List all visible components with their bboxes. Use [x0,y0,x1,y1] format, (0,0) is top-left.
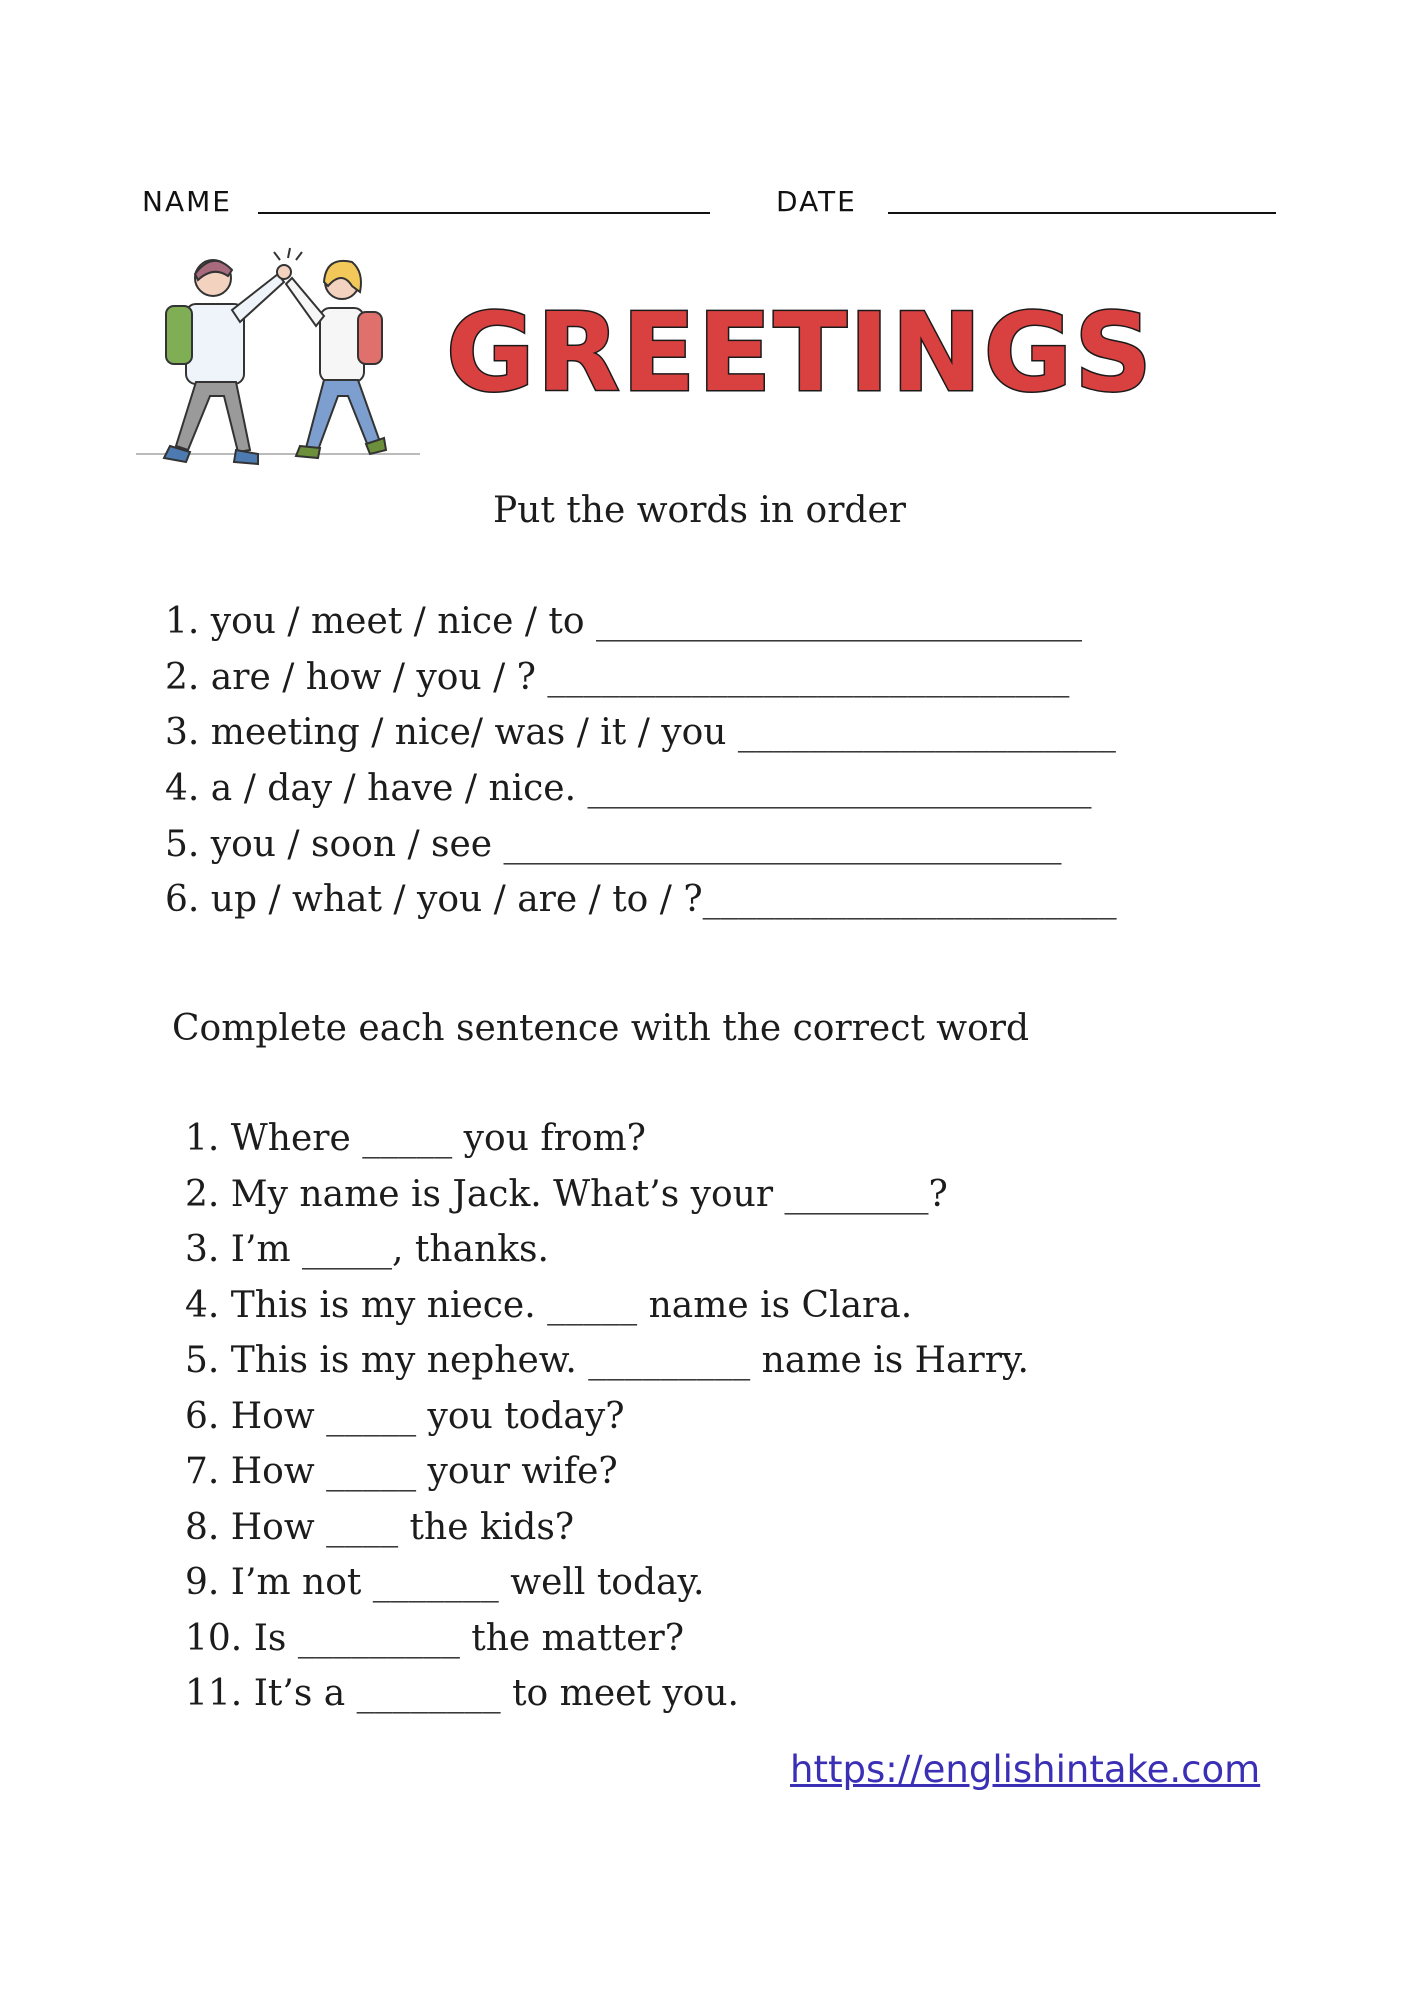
worksheet-title: GREETINGS [445,291,1155,416]
date-label: DATE [776,185,857,218]
name-label: NAME [142,185,232,218]
section1-instruction: Put the words in order [493,490,906,531]
list-item: 11. It’s a ________ to meet you. [185,1673,739,1714]
list-item: 2. are / how / you / ? _____________________________ [165,657,1070,698]
section2-instruction: Complete each sentence with the correct word [172,1008,1030,1049]
list-item: 4. This is my niece. _____ name is Clara. [185,1285,913,1326]
list-item: 5. you / soon / see _______________________________ [165,824,1062,865]
list-item: 6. up / what / you / are / to / ?_______________________ [165,879,1117,920]
website-link[interactable]: https://englishintake.com [790,1748,1261,1791]
list-item: 8. How ____ the kids? [185,1507,575,1548]
list-item: 7. How _____ your wife? [185,1451,618,1492]
list-item: 3. meeting / nice/ was / it / you _____________________ [165,712,1116,753]
name-line[interactable] [258,212,710,214]
list-item: 5. This is my nephew. _________ name is Harry. [185,1340,1029,1381]
high-five-illustration [128,246,428,502]
list-item: 3. I’m _____, thanks. [185,1229,549,1270]
list-item: 4. a / day / have / nice. ____________________________ [165,768,1092,809]
date-line[interactable] [888,212,1276,214]
list-item: 1. you / meet / nice / to ___________________________ [165,601,1082,642]
list-item: 2. My name is Jack. What’s your ________? [185,1174,948,1215]
list-item: 6. How _____ you today? [185,1396,625,1437]
list-item: 9. I’m not _______ well today. [185,1562,705,1603]
list-item: 10. Is _________ the matter? [185,1618,685,1659]
list-item: 1. Where _____ you from? [185,1118,646,1159]
